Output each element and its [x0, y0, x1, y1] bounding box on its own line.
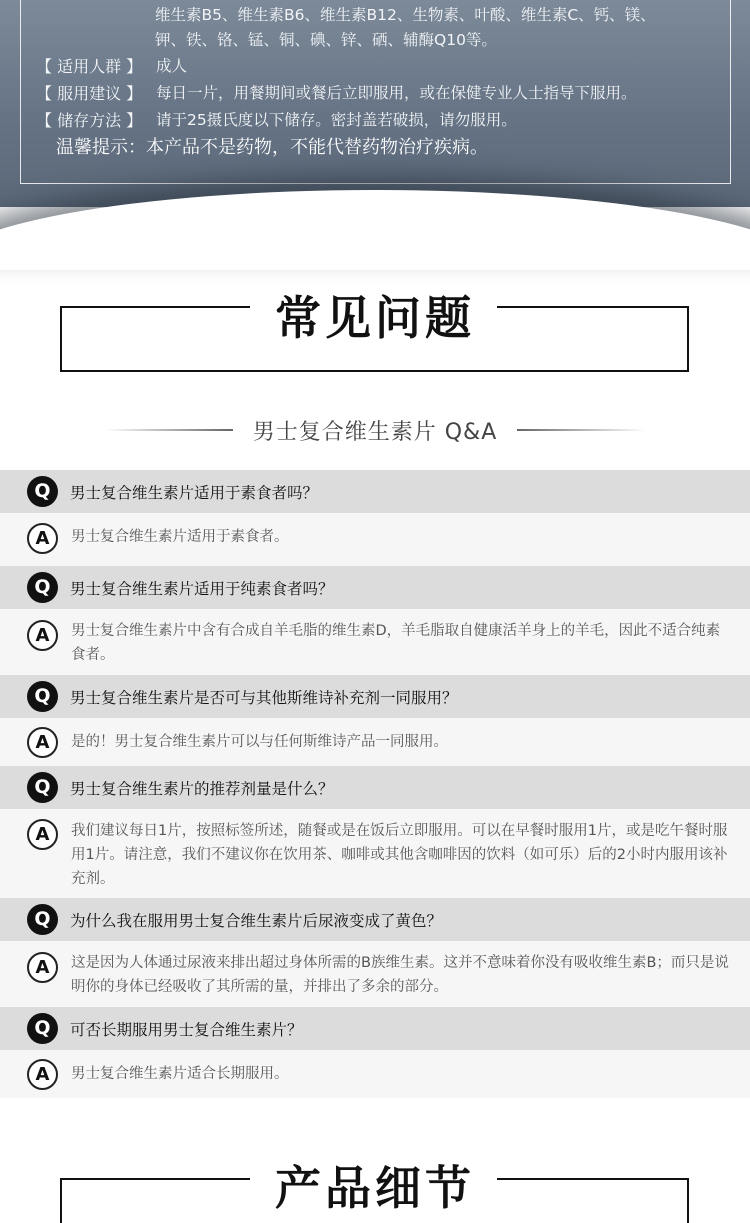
- answer-icon: A: [27, 620, 58, 651]
- question-icon: Q: [27, 681, 58, 712]
- info-label: 【 适用人群 】: [36, 57, 143, 76]
- question-text: 为什么我在服用男士复合维生素片后尿液变成了黄色？: [70, 912, 443, 930]
- faq-question-3: [0, 675, 750, 718]
- info-label: 【 服用建议 】: [36, 84, 143, 103]
- info-label: 【 储存方法 】: [36, 111, 143, 130]
- faq-subtitle: 男士复合维生素片 Q&A: [252, 420, 498, 445]
- faq-answer-4: [0, 809, 750, 898]
- answer-icon: A: [27, 1059, 58, 1090]
- faq-answer-3: [0, 718, 750, 766]
- faq-question-4: [0, 766, 750, 809]
- detail-section-title: 产品细节: [275, 1161, 475, 1215]
- subtitle-line-right: [517, 429, 645, 431]
- info-value: 成人: [156, 57, 188, 75]
- faq-answer-1: [0, 513, 750, 566]
- answer-icon: A: [27, 952, 58, 983]
- product-info-panel: [0, 0, 750, 207]
- faq-question-2: [0, 566, 750, 609]
- ingredients-line-1: 维生素B5、维生素B6、维生素B12、生物素、叶酸、维生素C、钙、镁、: [155, 6, 656, 24]
- warm-tip: [56, 133, 488, 159]
- faq-question-5: [0, 898, 750, 941]
- question-text: 可否长期服用男士复合维生素片？: [70, 1021, 303, 1039]
- faq-question-6: [0, 1007, 750, 1050]
- answer-text: 我们建议每日1片，按照标签所述，随餐或是在饭后立即服用。可以在早餐时服用1片，或是吃午餐时服用1片。请注意，我们不建议你在饮用茶、咖啡或其他含咖啡因的饮料（如可乐）后的2小时内服用该补充剂。: [71, 823, 728, 887]
- faq-question-1: [0, 470, 750, 513]
- question-icon: Q: [27, 904, 58, 935]
- warm-tip-label: 温馨提示：: [56, 137, 146, 158]
- faq-answer-5: [0, 941, 750, 1007]
- question-text: 男士复合维生素片适用于纯素食者吗？: [70, 580, 334, 598]
- question-icon: Q: [27, 476, 58, 507]
- info-value: 请于25摄氏度以下储存。密封盖若破损，请勿服用。: [156, 111, 517, 129]
- faq-subtitle-bar: [0, 413, 750, 447]
- answer-icon: A: [27, 819, 58, 850]
- faq-answer-2: [0, 609, 750, 675]
- answer-icon: A: [27, 523, 58, 554]
- question-text: 男士复合维生素片适用于素食者吗？: [70, 484, 319, 502]
- faq-section-title: 常见问题: [275, 291, 475, 345]
- answer-text: 是的！男士复合维生素片可以与任何斯维诗产品一同服用。: [71, 734, 448, 750]
- question-text: 男士复合维生素片是否可与其他斯维诗补充剂一同服用？: [70, 689, 458, 707]
- question-icon: Q: [27, 1013, 58, 1044]
- answer-text: 男士复合维生素片适合长期服用。: [71, 1066, 289, 1082]
- answer-text: 男士复合维生素片中含有合成自羊毛脂的维生素D，羊毛脂取自健康活羊身上的羊毛，因此不适合纯素食者。: [71, 623, 721, 663]
- answer-icon: A: [27, 727, 58, 758]
- question-icon: Q: [27, 572, 58, 603]
- warm-tip-text: 本产品不是药物，不能代替药物治疗疾病。: [146, 137, 488, 158]
- answer-text: 这是因为人体通过尿液来排出超过身体所需的B族维生素。这并不意味着你没有吸收维生素B；而只是说明你的身体已经吸收了其所需的量，并排出了多余的部分。: [71, 955, 729, 995]
- question-text: 男士复合维生素片的推荐剂量是什么？: [70, 780, 334, 798]
- ingredients-line-2: 钾、铁、铬、锰、铜、碘、锌、硒、辅酶Q10等。: [155, 31, 497, 49]
- faq-answer-6: [0, 1050, 750, 1098]
- answer-text: 男士复合维生素片适用于素食者。: [71, 529, 289, 545]
- info-value: 每日一片，用餐期间或餐后立即服用，或在保健专业人士指导下服用。: [156, 84, 637, 102]
- question-icon: Q: [27, 772, 58, 803]
